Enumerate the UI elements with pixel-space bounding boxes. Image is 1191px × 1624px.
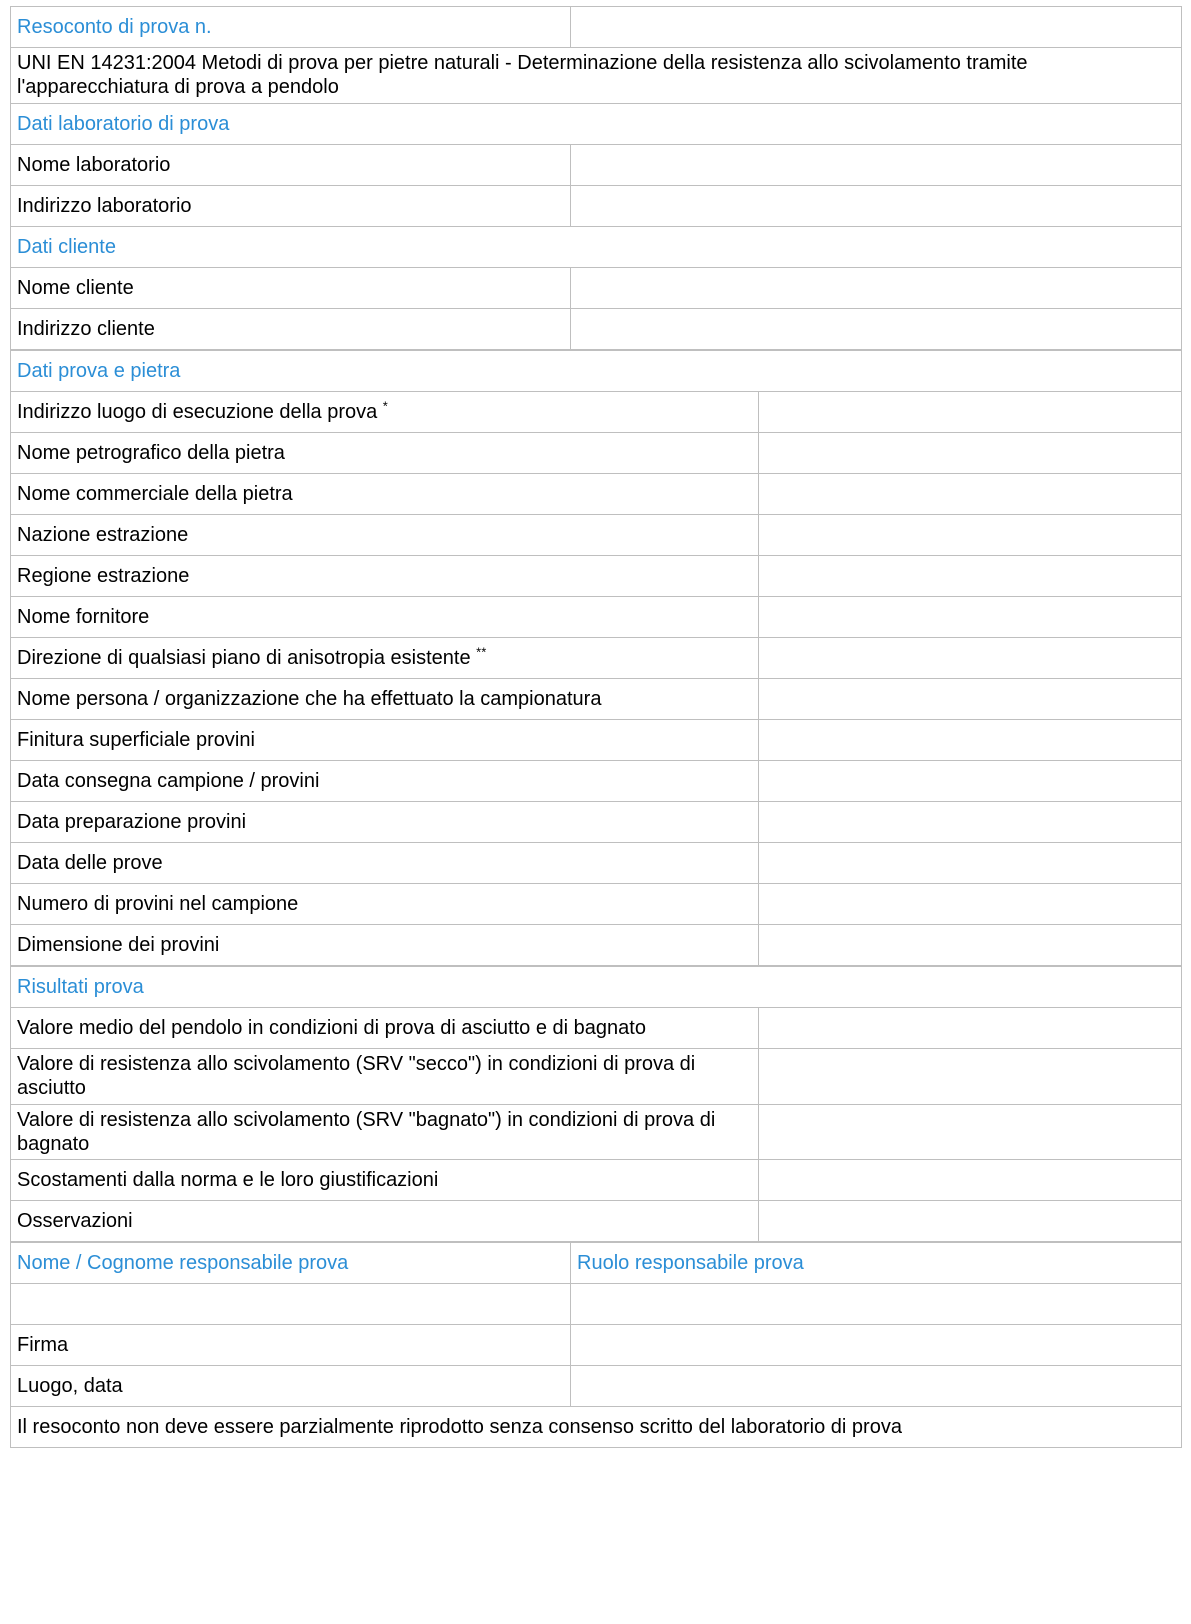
value-indirizzo-cliente[interactable] [571, 308, 1182, 349]
value-nome-laboratorio[interactable] [571, 144, 1182, 185]
value-nome-petrografico[interactable] [759, 432, 1182, 473]
value-nome-commerciale[interactable] [759, 473, 1182, 514]
table-row [11, 473, 1182, 514]
label-scostamenti: Scostamenti dalla norma e le loro giustificazioni [11, 1160, 759, 1201]
footnote-mark: * [382, 397, 388, 413]
label-text: Direzione di qualsiasi piano di anisotropia esistente [17, 646, 471, 669]
value-data-consegna[interactable] [759, 760, 1182, 801]
label-direzione-anisotropia [11, 637, 759, 678]
value-campionatura[interactable] [759, 678, 1182, 719]
table-row [11, 267, 1182, 308]
footer-row [11, 1407, 1182, 1448]
value-regione-estrazione[interactable] [759, 555, 1182, 596]
table-row [11, 1104, 1182, 1160]
table-row [11, 842, 1182, 883]
section-header-test-stone [11, 350, 1182, 391]
table-row [11, 514, 1182, 555]
label-nome-commerciale: Nome commerciale della pietra [11, 473, 759, 514]
label-data-consegna: Data consegna campione / provini [11, 760, 759, 801]
label-nome-petrografico: Nome petrografico della pietra [11, 432, 759, 473]
label-finitura-superficiale: Finitura superficiale provini [11, 719, 759, 760]
signature-row [11, 1325, 1182, 1366]
value-osservazioni[interactable] [759, 1201, 1182, 1242]
responsible-table [10, 1242, 1182, 1448]
label-nazione-estrazione: Nazione estrazione [11, 514, 759, 555]
table-row [11, 719, 1182, 760]
section-title-results: Risultati prova [11, 966, 1182, 1007]
value-firma[interactable] [571, 1325, 1182, 1366]
table-row [11, 760, 1182, 801]
page-title: Resoconto di prova n. [11, 7, 571, 48]
heading-nome-responsabile: Nome / Cognome responsabile prova [11, 1243, 571, 1284]
label-indirizzo-laboratorio: Indirizzo laboratorio [11, 185, 571, 226]
label-text: Indirizzo luogo di esecuzione della prova [17, 400, 378, 423]
footer-note: Il resoconto non deve essere parzialmente riprodotto senza consenso scritto del laboratorio di prova [11, 1407, 1182, 1448]
table-row [11, 555, 1182, 596]
responsible-values-row [11, 1284, 1182, 1325]
value-nome-cliente[interactable] [571, 267, 1182, 308]
table-row [11, 1160, 1182, 1201]
label-data-preparazione: Data preparazione provini [11, 801, 759, 842]
value-direzione-anisotropia[interactable] [759, 637, 1182, 678]
value-srv-bagnato[interactable] [759, 1104, 1182, 1160]
value-nazione-estrazione[interactable] [759, 514, 1182, 555]
label-indirizzo-luogo-prova [11, 391, 759, 432]
label-nome-fornitore: Nome fornitore [11, 596, 759, 637]
label-campionatura: Nome persona / organizzazione che ha effettuato la campionatura [11, 678, 759, 719]
section-header-results [11, 966, 1182, 1007]
table-row [11, 432, 1182, 473]
title-number-field[interactable] [571, 7, 1182, 48]
results-table [10, 966, 1182, 1243]
table-row [11, 144, 1182, 185]
section-title-client: Dati cliente [11, 226, 1182, 267]
label-nome-cliente: Nome cliente [11, 267, 571, 308]
value-indirizzo-laboratorio[interactable] [571, 185, 1182, 226]
standard-reference: UNI EN 14231:2004 Metodi di prova per pietre naturali - Determinazione della resistenza allo scivolamento tramite l'apparecchiatura di prova a pendolo [11, 48, 1182, 104]
table-row [11, 391, 1182, 432]
value-numero-provini[interactable] [759, 883, 1182, 924]
table-row [11, 185, 1182, 226]
value-dimensione-provini[interactable] [759, 924, 1182, 965]
title-row [11, 7, 1182, 48]
value-nome-responsabile[interactable] [11, 1284, 571, 1325]
table-row [11, 883, 1182, 924]
table-row [11, 596, 1182, 637]
value-valore-medio-pendolo[interactable] [759, 1007, 1182, 1048]
label-srv-bagnato: Valore di resistenza allo scivolamento (SRV "bagnato") in condizioni di prova di bagnato [11, 1104, 759, 1160]
place-date-row [11, 1366, 1182, 1407]
label-valore-medio-pendolo: Valore medio del pendolo in condizioni di prova di asciutto e di bagnato [11, 1007, 759, 1048]
value-srv-secco[interactable] [759, 1048, 1182, 1104]
test-report-form [10, 6, 1182, 350]
label-osservazioni: Osservazioni [11, 1201, 759, 1242]
table-row [11, 678, 1182, 719]
heading-ruolo-responsabile: Ruolo responsabile prova [571, 1243, 1182, 1284]
label-nome-laboratorio: Nome laboratorio [11, 144, 571, 185]
table-row [11, 924, 1182, 965]
label-firma: Firma [11, 1325, 571, 1366]
table-row [11, 801, 1182, 842]
label-regione-estrazione: Regione estrazione [11, 555, 759, 596]
section-title-test-stone: Dati prova e pietra [11, 350, 1182, 391]
standard-reference-row [11, 48, 1182, 104]
value-luogo-data[interactable] [571, 1366, 1182, 1407]
table-row [11, 1201, 1182, 1242]
test-stone-table [10, 350, 1182, 966]
footnote-mark: ** [476, 643, 487, 659]
section-title-lab: Dati laboratorio di prova [11, 103, 1182, 144]
label-dimensione-provini: Dimensione dei provini [11, 924, 759, 965]
table-row [11, 1007, 1182, 1048]
value-data-preparazione[interactable] [759, 801, 1182, 842]
value-ruolo-responsabile[interactable] [571, 1284, 1182, 1325]
table-row [11, 637, 1182, 678]
value-nome-fornitore[interactable] [759, 596, 1182, 637]
label-data-prove: Data delle prove [11, 842, 759, 883]
value-finitura-superficiale[interactable] [759, 719, 1182, 760]
label-numero-provini: Numero di provini nel campione [11, 883, 759, 924]
label-luogo-data: Luogo, data [11, 1366, 571, 1407]
label-srv-secco: Valore di resistenza allo scivolamento (SRV "secco") in condizioni di prova di asciutto [11, 1048, 759, 1104]
value-scostamenti[interactable] [759, 1160, 1182, 1201]
section-header-lab [11, 103, 1182, 144]
responsible-header-row [11, 1243, 1182, 1284]
table-row [11, 308, 1182, 349]
value-indirizzo-luogo-prova[interactable] [759, 391, 1182, 432]
section-header-client [11, 226, 1182, 267]
value-data-prove[interactable] [759, 842, 1182, 883]
label-indirizzo-cliente: Indirizzo cliente [11, 308, 571, 349]
table-row [11, 1048, 1182, 1104]
